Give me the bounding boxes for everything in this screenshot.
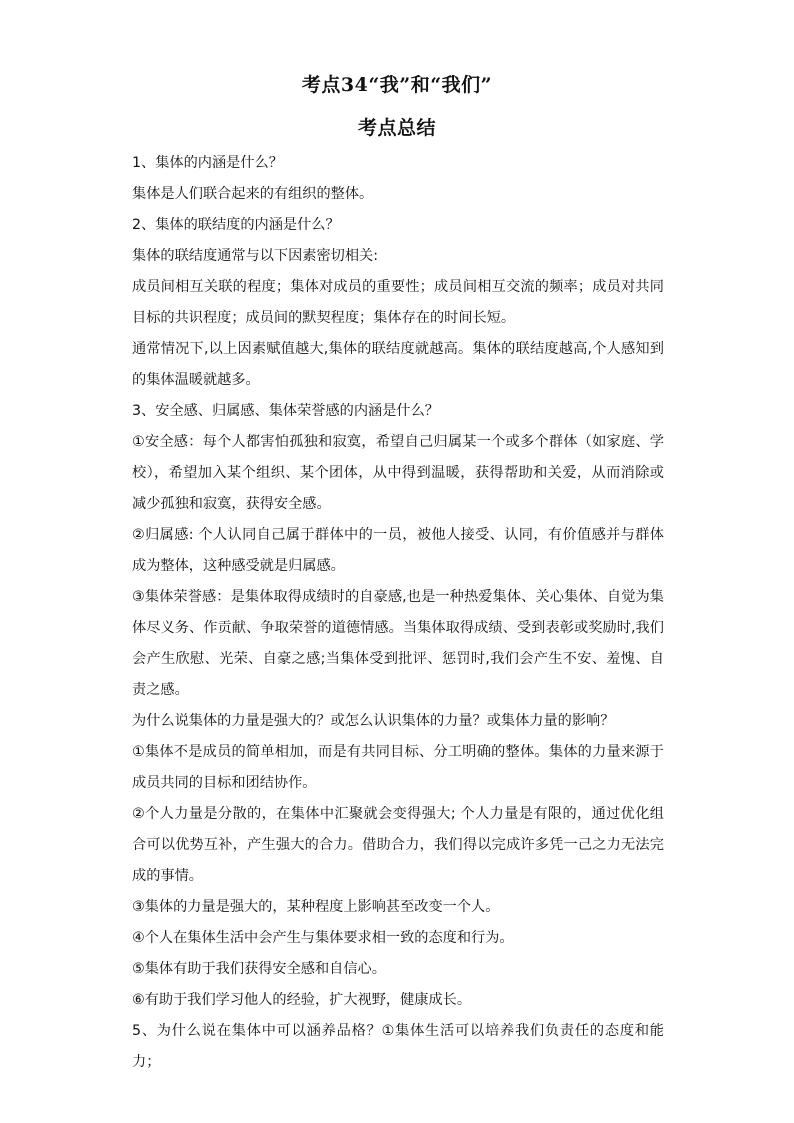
document-body [132,148,664,1078]
page-title: 考点34“我”和“我们” [301,74,493,96]
answer-3-honor: ③集体荣誉感：是集体取得成绩时的自豪感,也是一种热爱集体、关心集体、自觉为集体尽义务、作贡献、争取荣誉的道德情感。当集体取得成绩、受到表彰或奖励时,我们会产生欣慰、光荣、自豪之感;当集体受到批评、惩罚时,我们会产生不安、羞愧、自责之感。 [132,589,664,698]
answer-1: 集体是人们联合起来的有组织的整体。 [132,186,374,202]
answer-3-security: ①安全感：每个人都害怕孤独和寂寞，希望自己归属某一个或多个群体（如家庭、学校），希望加入某个组织、某个团体，从中得到温暖，获得帮助和关爱，从而消除或减少孤独和寂寞，获得安全感。 [132,434,664,512]
answer-2-intro: 集体的联结度通常与以下因素密切相关: [132,248,378,264]
question-4: 为什么说集体的力量是强大的？或怎么认识集体的力量？或集体力量的影响？ [132,713,615,729]
answer-4-point-4: ④个人在集体生活中会产生与集体要求相一致的态度和行为。 [132,930,514,946]
answer-4-point-2: ②个人力量是分散的，在集体中汇聚就会变得强大; 个人力量是有限的，通过优化组合可以优势互补，产生强大的合力。借助合力，我们得以完成许多凭一己之力无法完成的事情。 [132,806,664,884]
answer-4-point-5: ⑤集体有助于我们获得安全感和自信心。 [132,961,386,977]
answer-4-point-1: ①集体不是成员的简单相加，而是有共同目标、分工明确的整体。集体的力量来源于成员共同的目标和团结协作。 [132,744,664,791]
question-3: 3、安全感、归属感、集体荣誉感的内涵是什么？ [132,403,439,419]
question-1: 1、集体的内涵是什么？ [132,155,283,171]
answer-2-conclusion: 通常情况下,以上因素赋值越大,集体的联结度就越高。集体的联结度越高,个人感知到的集体温暖就越多。 [132,341,664,388]
answer-4-point-3: ③集体的力量是强大的，某种程度上影响甚至改变一个人。 [132,899,500,915]
question-2: 2、集体的联结度的内涵是什么？ [132,217,340,233]
answer-2-factors: 成员间相互关联的程度；集体对成员的重要性；成员间相互交流的频率；成员对共同目标的共识程度；成员间的默契程度；集体存在的时间长短。 [132,279,664,326]
answer-4-point-6: ⑥有助于我们学习他人的经验，扩大视野，健康成长。 [132,992,472,1008]
answer-3-belonging: ②归属感: 个人认同自己属于群体中的一员，被他人接受、认同，有价值感并与群体成为整体，这种感受就是归属感。 [132,527,664,574]
section-title: 考点总结 [357,117,436,139]
question-5: 5、为什么说在集体中可以涵养品格？①集体生活可以培养我们负责任的态度和能力； [132,1023,664,1070]
